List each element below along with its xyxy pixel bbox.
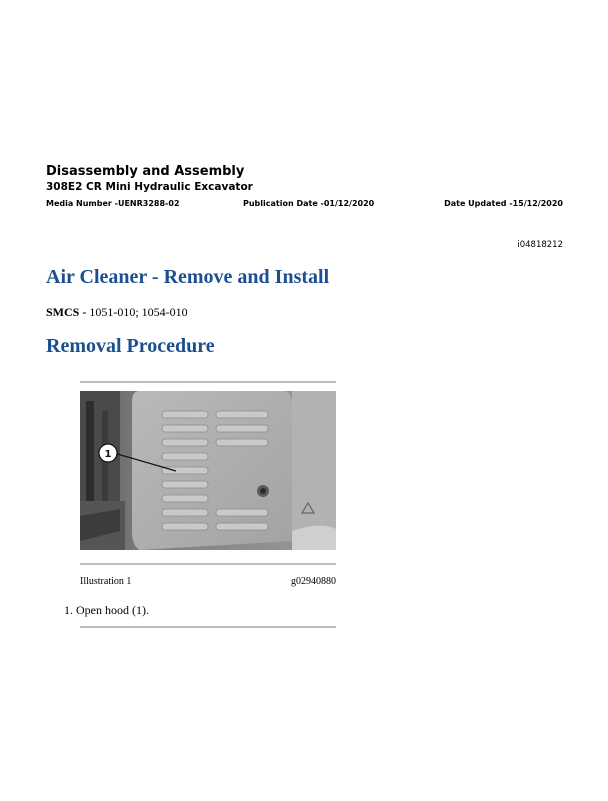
illustration-code: g02940880 <box>291 576 336 587</box>
media-number: Media Number -UENR3288-02 <box>46 199 180 208</box>
smcs-label: SMCS - <box>46 305 90 319</box>
smcs-line <box>46 305 188 320</box>
section-title: Air Cleaner - Remove and Install <box>46 266 330 288</box>
illustration-caption: Illustration 1 <box>80 576 132 587</box>
procedure-title: Removal Procedure <box>46 335 215 357</box>
illustration-photo <box>80 391 336 550</box>
illustration-top-rule <box>80 381 336 383</box>
document-id: i04818212 <box>517 240 563 250</box>
publication-date: Publication Date -01/12/2020 <box>243 199 375 208</box>
step-text: Open hood (1). <box>76 603 149 617</box>
date-updated: Date Updated -15/12/2020 <box>444 199 563 208</box>
machine-name: 308E2 CR Mini Hydraulic Excavator <box>46 181 253 193</box>
smcs-codes: 1051-010; 1054-010 <box>89 305 188 319</box>
step-item <box>64 603 149 618</box>
steps-bottom-rule <box>80 626 336 628</box>
illustration-bottom-rule <box>80 563 336 565</box>
callout-label: 1 <box>104 449 112 460</box>
document-title: Disassembly and Assembly <box>46 164 245 179</box>
step-number: 1. <box>64 603 73 617</box>
